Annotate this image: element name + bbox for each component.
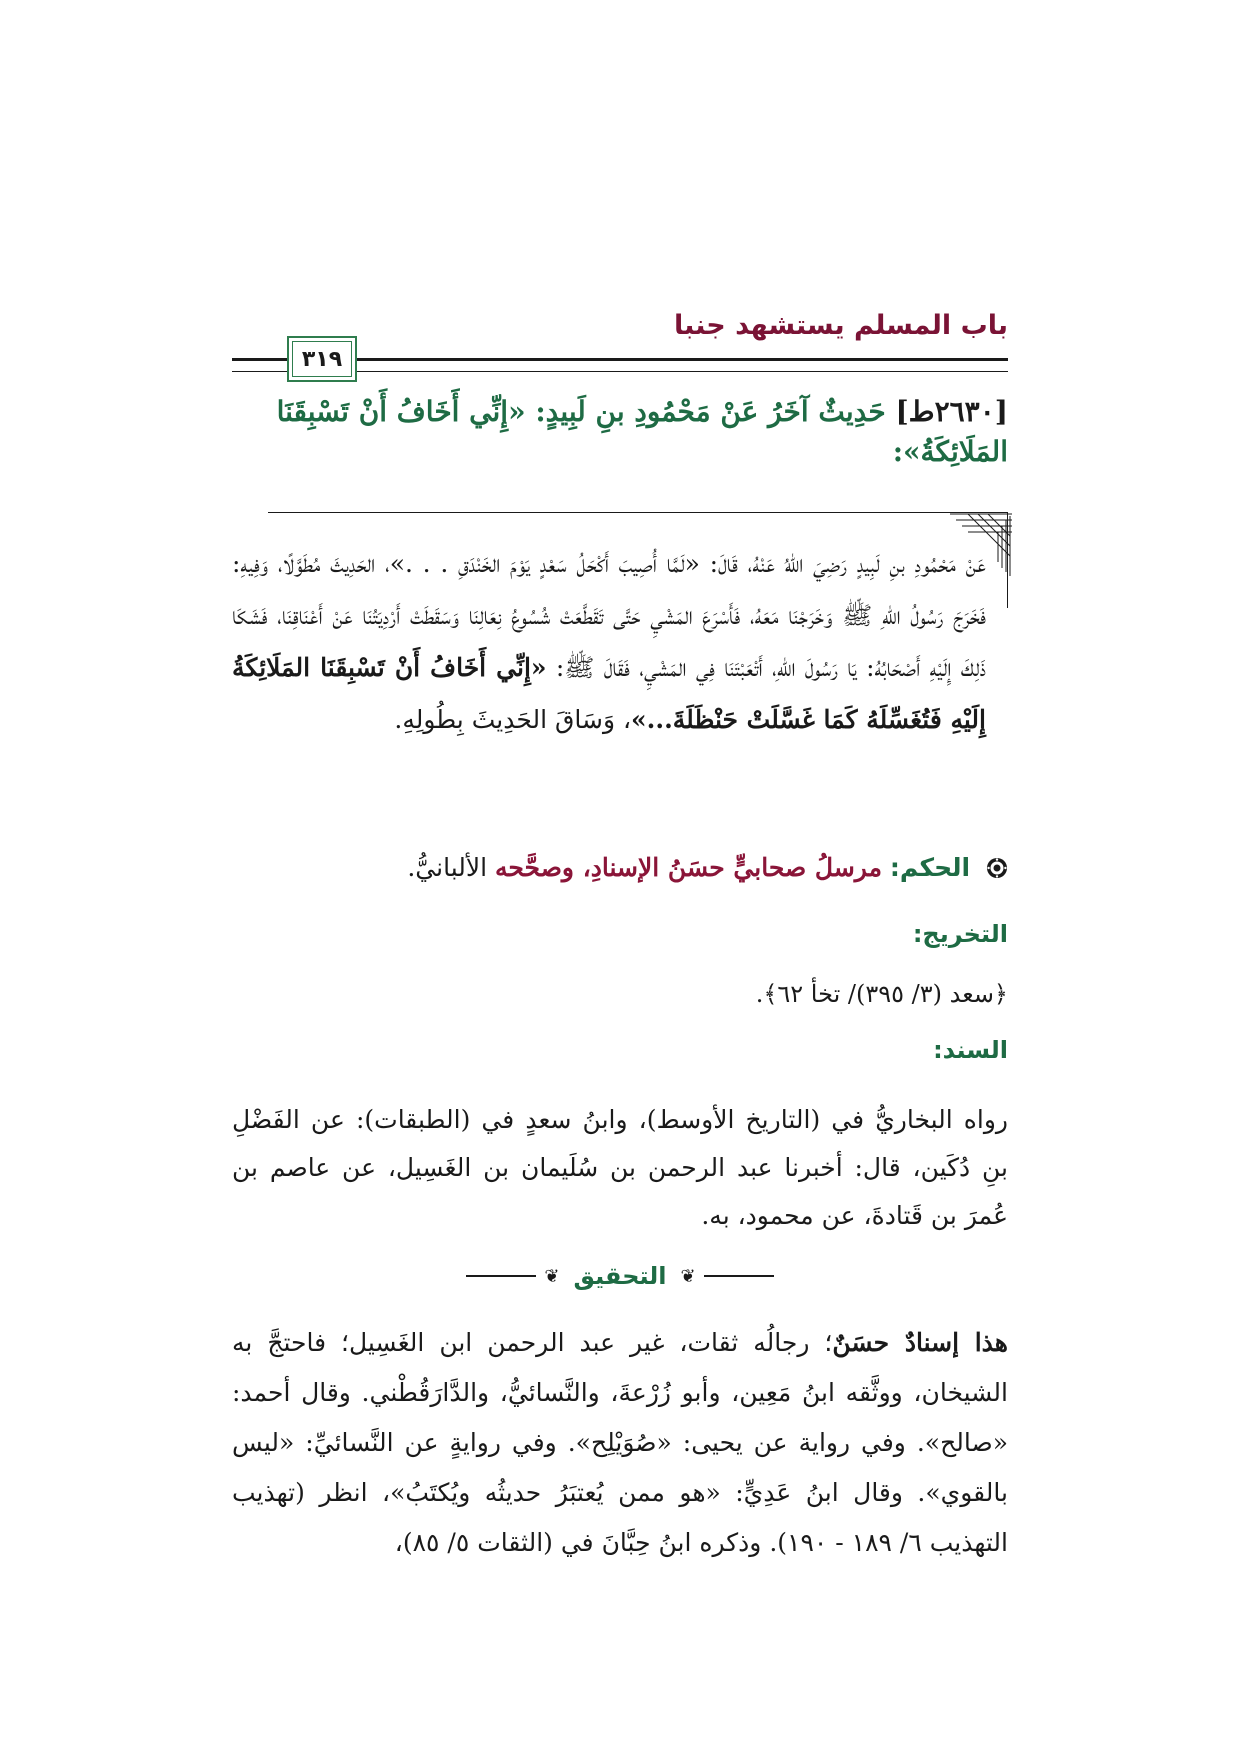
tahqiq-lead: هذا إسنادٌ حسَنٌ — [832, 1328, 1008, 1357]
ruling-authority: الألبانيُّ. — [407, 853, 488, 882]
hadith-body-closing: ، وَسَاقَ الحَدِيثَ بِطُولِهِ. — [394, 705, 632, 734]
ruling-line — [232, 848, 1008, 888]
sanad-label: السند: — [933, 1036, 1008, 1064]
running-title: باب المسلم يستشهد جنبا — [674, 310, 1008, 341]
divider-ornament-icon: ❦ — [544, 1265, 560, 1287]
hadith-box-top-rule — [268, 512, 1008, 513]
hadith-matn: «إِنِّي أَخَافُ أَنْ تَسْبِقَنَا المَلَائِكَةُ إِلَيْهِ فَتُغَسِّلَهُ كَمَا غَسَّلَتْ حَنْظَلَةَ...» — [232, 653, 986, 734]
rosette-icon — [986, 857, 1008, 879]
tahqiq-body: ؛ رجالُه ثقات، غير عبد الرحمن ابن الغَسِيل؛ فاحتجَّ به الشيخان، ووثَّقه ابنُ مَعِين، وأبو زُرْعةَ، والنَّسائيُّ، والدَّارَقُطْني. وقال أحمد: «صالح». وفي رواية عن يحيى: «صُوَيْلِح». وفي روايةٍ عن النَّسائيِّ: «ليس بالقوي». وقال ابنُ عَدِيٍّ: «هو ممن يُعتبَرُ حديثُه ويُكتَبُ»، انظر (تهذيب التهذيب ٦/ ١٨٩ - ١٩٠). وذكره ابنُ حِبَّانَ في (الثقات ٥/ ٨٥)، — [232, 1328, 1008, 1557]
divider-line — [704, 1275, 774, 1277]
ruling-verdict: مرسلُ صحابيٍّ حسَنُ الإسنادِ، وصحَّحه — [495, 853, 882, 882]
hadith-title-text: حَدِيثٌ آخَرُ عَنْ مَحْمُودِ بنِ لَبِيدٍ: «إِنِّي أَخَافُ أَنْ تَسْبِقَنَا المَلَائِكَةُ»: — [276, 395, 1008, 468]
takhrij-reference: ﴿سعد (٣/ ٣٩٥)/ تخأ ٦٢﴾. — [755, 980, 1008, 1008]
divider-line — [466, 1275, 536, 1277]
divider-ornament-icon: ❦ — [680, 1265, 696, 1287]
sanad-text: رواه البخاريُّ في (التاريخ الأوسط)، وابنُ سعدٍ في (الطبقات): عن الفَضْلِ بنِ دُكَين، قال: أخبرنا عبد الرحمن بن سُلَيمان بن الغَسِيل، عن عاصم بن عُمرَ بن قَتادةَ، عن محمود، به. — [232, 1105, 1008, 1230]
hadith-title — [232, 392, 1008, 472]
tahqiq-divider — [0, 1262, 1240, 1290]
tahqiq-text — [232, 1318, 1008, 1568]
tahqiq-label: التحقيق — [573, 1262, 667, 1290]
hadith-body — [232, 538, 986, 746]
hadith-body-intro: عَنْ مَحْمُودِ بنِ لَبِيدٍ رَضِيَ اللهُ عَنْهُ، قَالَ: «لَمَّا أُصِيبَ أَكْحَلُ سَعْدٍ يَوْمَ الخَنْدَقِ . . .»، الحَدِيثَ مُطَوَّلًا، وَفِيهِ: فَخَرَجَ رَسُولُ اللهِ ﷺ وَخَرَجْنَا مَعَهُ، فَأَسْرَعَ المَشْيِ حَتَّى تَقَطَّعَتْ شُسُوعُ نِعَالِنَا وَسَقَطَتْ أَرْدِيَتُنَا عَنْ أَعْنَاقِنَا، فَشَكَا ذَلِكَ إِلَيْهِ أَصْحَابُهُ: يَا رَسُولَ اللهِ، أَتْعَبْتَنَا فِي المَشْيِ، فَقَالَ ﷺ: — [232, 549, 986, 682]
ruling-label: الحكم: — [889, 853, 971, 882]
page-number: ٣١٩ — [301, 346, 343, 372]
takhrij-label: التخريج: — [912, 920, 1008, 948]
hadith-number: [٢٦٣٠ط] — [895, 395, 1008, 428]
page-number-frame — [287, 336, 357, 382]
